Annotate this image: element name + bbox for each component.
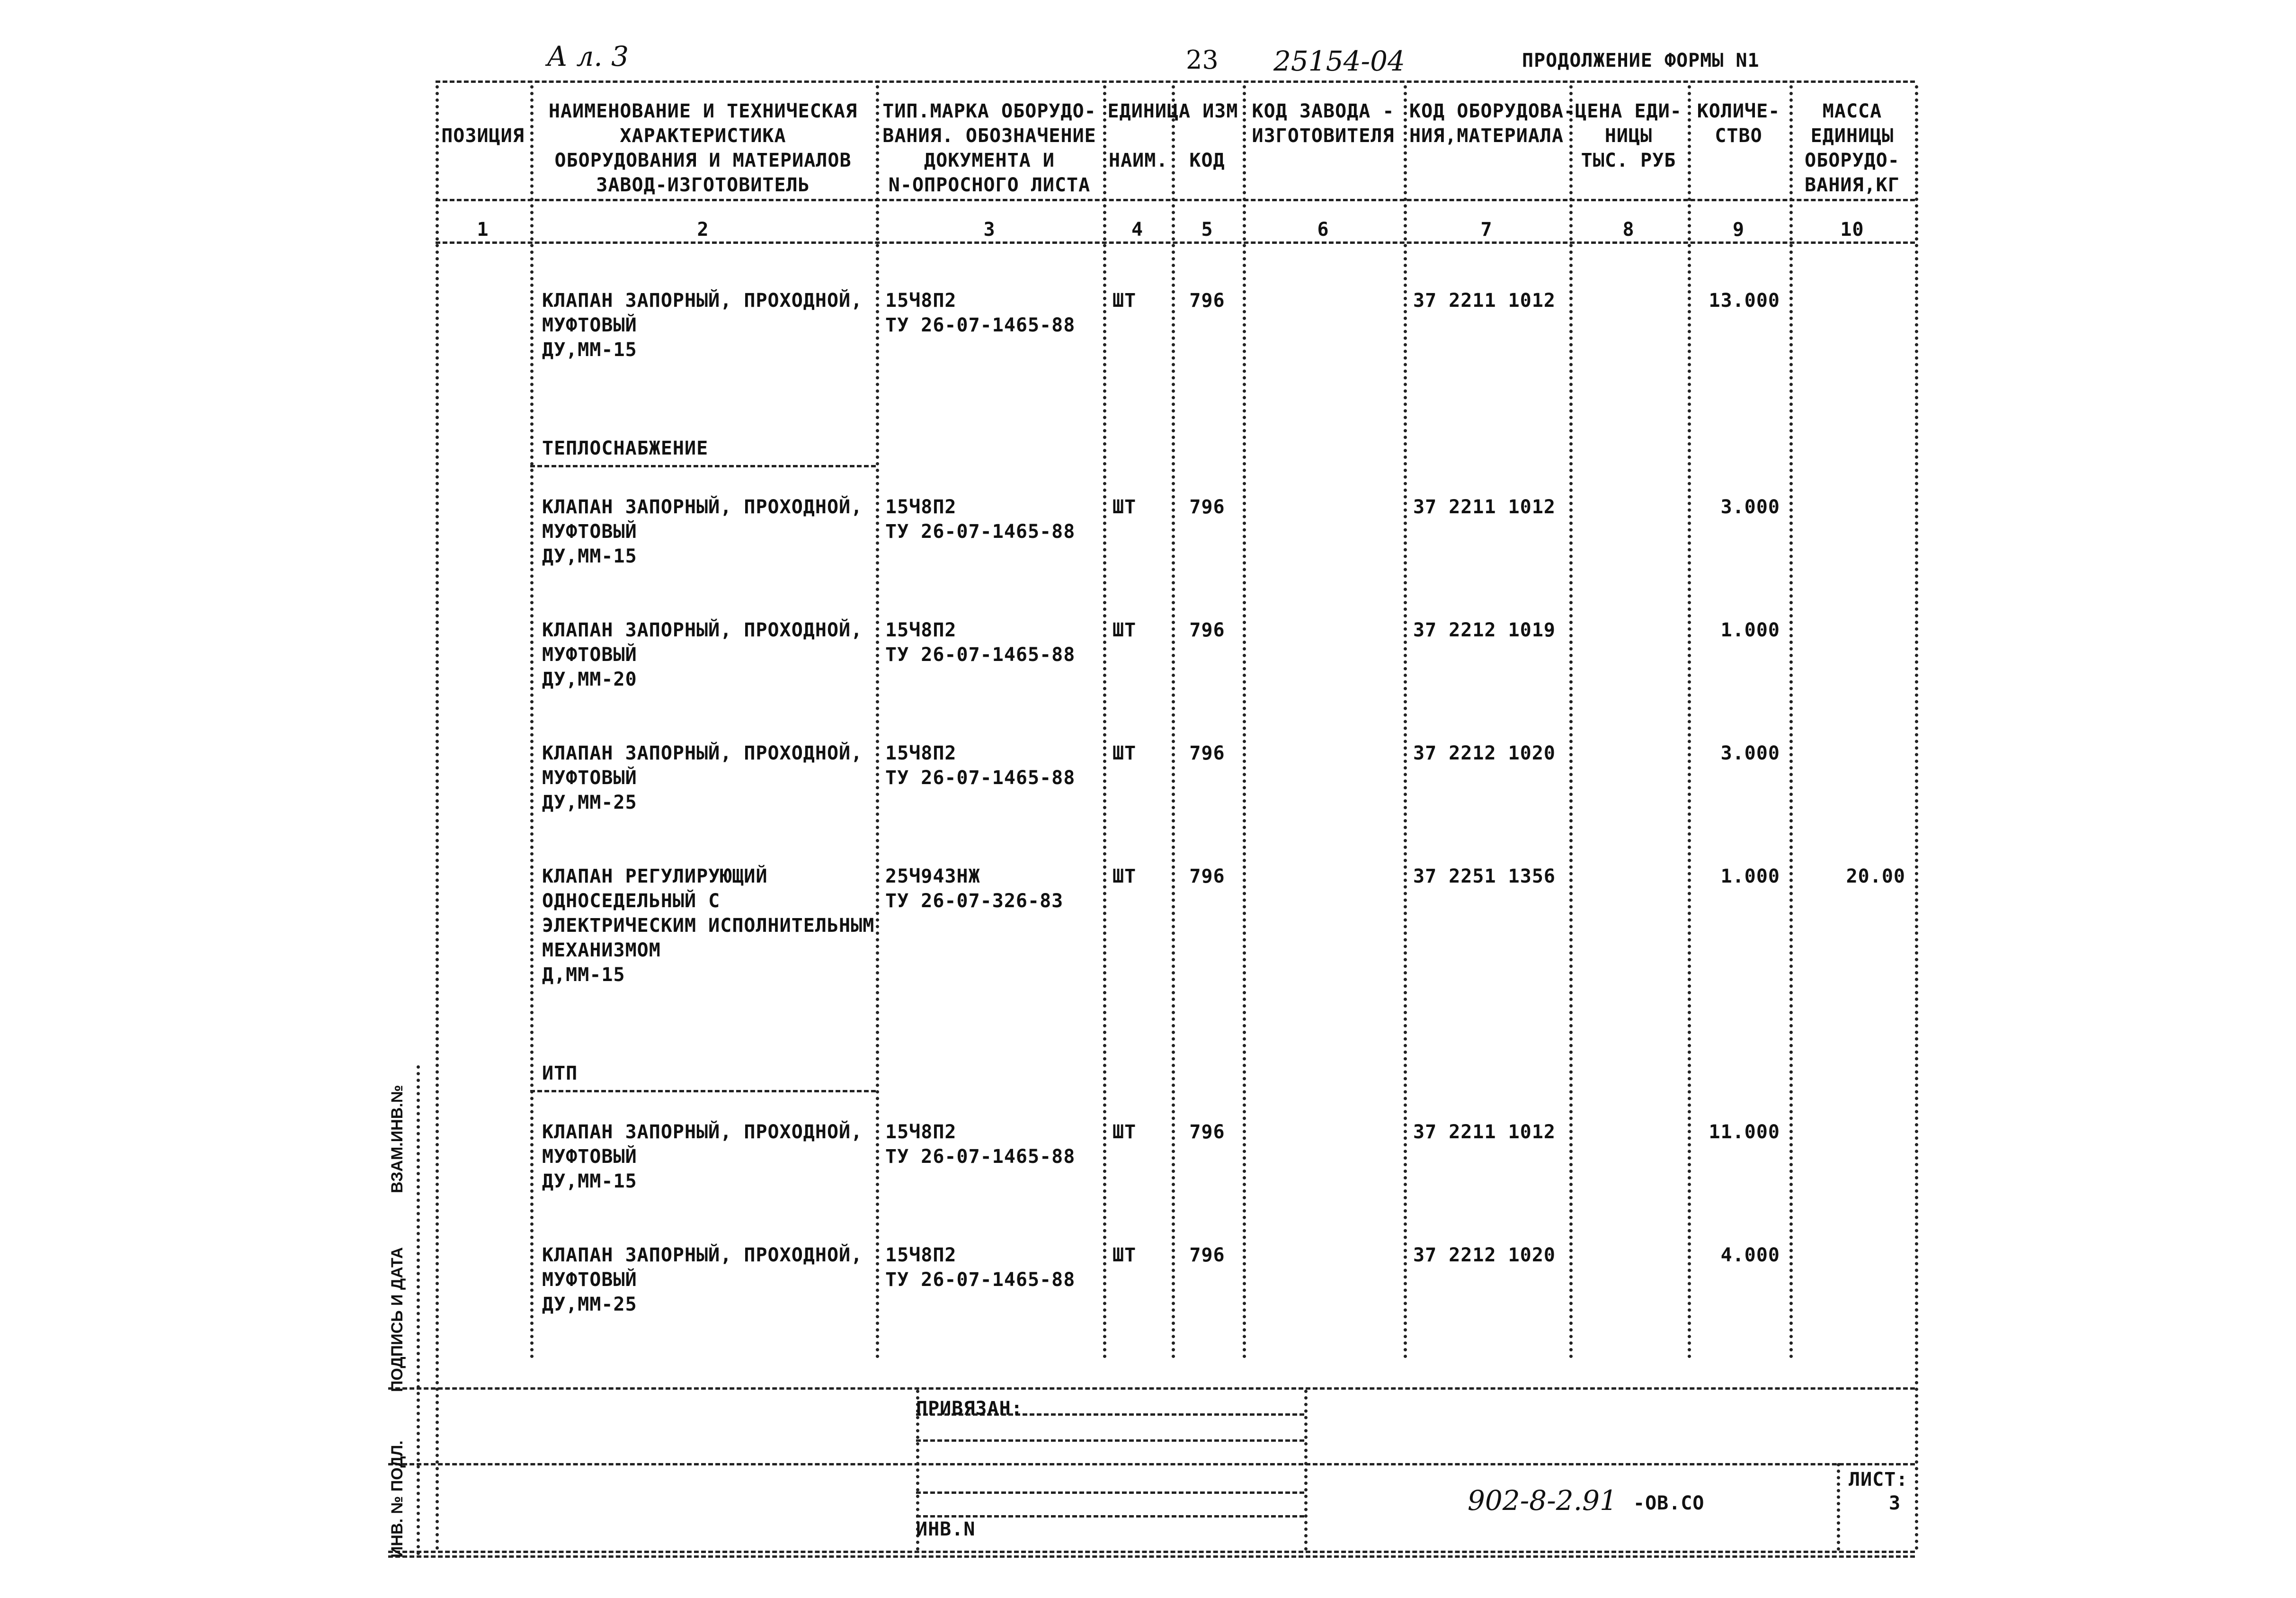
section-underline bbox=[530, 465, 876, 467]
item-name-line: МУФТОВЫЙ bbox=[542, 767, 637, 789]
item-unit-code: 796 bbox=[1189, 742, 1225, 764]
item-equipment-code: 37 2211 1012 bbox=[1413, 290, 1556, 312]
item-name-line: ДУ,ММ-15 bbox=[542, 545, 637, 567]
column-separator-7 bbox=[1569, 85, 1573, 1359]
item-name-line: МУФТОВЫЙ bbox=[542, 644, 637, 666]
item-type-line: 15Ч8П2 bbox=[885, 742, 957, 764]
column-separator-5 bbox=[1243, 85, 1246, 1359]
item-name-line: Д,ММ-15 bbox=[542, 964, 625, 986]
header-col-10-line: МАССА bbox=[1822, 100, 1882, 122]
item-equipment-code: 37 2212 1019 bbox=[1413, 619, 1556, 641]
header-col-6-line: КОД ЗАВОДА - bbox=[1252, 100, 1395, 122]
section-heading: ТЕПЛОСНАБЖЕНИЕ bbox=[542, 437, 709, 459]
header-col-2-line: ХАРАКТЕРИСТИКА bbox=[620, 125, 786, 147]
column-separator-4 bbox=[1172, 85, 1175, 1359]
column-separator-8 bbox=[1688, 85, 1691, 1359]
item-name-line: ДУ,ММ-15 bbox=[542, 1170, 637, 1192]
stamp-separator-mid bbox=[1304, 1390, 1308, 1551]
item-unit: ШТ bbox=[1112, 290, 1137, 312]
form-title: ПРОДОЛЖЕНИЕ ФОРМЫ N1 bbox=[1522, 50, 1760, 71]
header-col-9-line: СТВО bbox=[1715, 125, 1762, 147]
item-name-line: ДУ,ММ-25 bbox=[542, 1294, 637, 1315]
header-col-2-line: ОБОРУДОВАНИЯ И МАТЕРИАЛОВ bbox=[554, 150, 852, 171]
item-name-line: ДУ,ММ-20 bbox=[542, 669, 637, 690]
header-col-7-line: НИЯ,МАТЕРИАЛА bbox=[1409, 125, 1564, 147]
table-rule-3 bbox=[388, 1387, 1915, 1390]
header-col-1-line: ПОЗИЦИЯ bbox=[441, 125, 525, 147]
table-rule-1 bbox=[436, 199, 1915, 201]
item-quantity: 13.000 bbox=[1709, 290, 1780, 312]
header-col-9-line: КОЛИЧЕ- bbox=[1697, 100, 1780, 122]
item-type-line: ТУ 26-07-1465-88 bbox=[885, 644, 1076, 666]
item-unit-code: 796 bbox=[1189, 496, 1225, 518]
item-name-line: КЛАПАН ЗАПОРНЫЙ, ПРОХОДНОЙ, bbox=[542, 1244, 863, 1266]
item-unit: ШТ bbox=[1112, 496, 1137, 518]
item-name-line: МУФТОВЫЙ bbox=[542, 1269, 637, 1291]
item-name-line: КЛАПАН ЗАПОРНЫЙ, ПРОХОДНОЙ, bbox=[542, 496, 863, 518]
sheet-mark: А л. 3 bbox=[547, 40, 629, 72]
column-separator-9 bbox=[1789, 85, 1793, 1359]
item-equipment-code: 37 2212 1020 bbox=[1413, 742, 1556, 764]
item-name-line: ДУ,ММ-25 bbox=[542, 792, 637, 813]
column-number: 4 bbox=[1131, 219, 1144, 241]
column-number: 3 bbox=[983, 219, 996, 241]
section-underline bbox=[530, 1090, 876, 1092]
page-number: 23 bbox=[1186, 45, 1219, 75]
item-unit: ШТ bbox=[1112, 619, 1137, 641]
header-col-8-line: ТЫС. РУБ bbox=[1581, 150, 1676, 171]
header-col-3-line: ДОКУМЕНТА И bbox=[924, 150, 1055, 171]
item-quantity: 4.000 bbox=[1720, 1244, 1780, 1266]
item-type-line: 25Ч943НЖ bbox=[885, 866, 980, 887]
column-number: 5 bbox=[1201, 219, 1213, 241]
item-name-line: КЛАПАН ЗАПОРНЫЙ, ПРОХОДНОЙ, bbox=[542, 290, 863, 312]
item-equipment-code: 37 2212 1020 bbox=[1413, 1244, 1556, 1266]
item-type-line: ТУ 26-07-1465-88 bbox=[885, 314, 1076, 336]
column-number: 7 bbox=[1480, 219, 1493, 241]
item-name-line: КЛАПАН ЗАПОРНЫЙ, ПРОХОДНОЙ, bbox=[542, 619, 863, 641]
item-unit: ШТ bbox=[1112, 1121, 1137, 1143]
item-unit: ШТ bbox=[1112, 866, 1137, 887]
item-quantity: 1.000 bbox=[1720, 866, 1780, 887]
item-type-line: 15Ч8П2 bbox=[885, 290, 957, 312]
item-mass: 20.00 bbox=[1846, 866, 1905, 887]
item-quantity: 1.000 bbox=[1720, 619, 1780, 641]
item-quantity: 11.000 bbox=[1709, 1121, 1780, 1143]
item-name-line: ДУ,ММ-15 bbox=[542, 339, 637, 361]
item-name-line: ЭЛЕКТРИЧЕСКИМ ИСПОЛНИТЕЛЬНЫМ bbox=[542, 915, 875, 937]
item-type-line: 15Ч8П2 bbox=[885, 1121, 957, 1143]
column-separator-10 bbox=[1915, 85, 1918, 1551]
item-type-line: ТУ 26-07-1465-88 bbox=[885, 521, 1076, 543]
item-type-line: ТУ 26-07-326-83 bbox=[885, 890, 1064, 912]
bound-label: ПРИВЯЗАН: bbox=[916, 1398, 1023, 1419]
header-col-3-line: ТИП.МАРКА ОБОРУДО- bbox=[882, 100, 1096, 122]
stamp-rule-3 bbox=[916, 1515, 1304, 1518]
header-unit-group: ЕДИНИЦА ИЗМ bbox=[1107, 100, 1238, 122]
header-col-3-line: ВАНИЯ. ОБОЗНАЧЕНИЕ bbox=[882, 125, 1096, 147]
section-heading: ИТП bbox=[542, 1062, 578, 1084]
column-number: 1 bbox=[477, 219, 489, 241]
header-col-10-line: ОБОРУДО- bbox=[1805, 150, 1900, 171]
doc-code-suffix: -ОВ.СО bbox=[1633, 1492, 1705, 1514]
item-unit-code: 796 bbox=[1189, 619, 1225, 641]
side-label-signature: ПОДПИСЬ И ДАТА bbox=[388, 1247, 406, 1392]
header-col-10-line: ВАНИЯ,КГ bbox=[1805, 174, 1900, 196]
sheet-number: 3 bbox=[1889, 1492, 1901, 1514]
item-type-line: ТУ 26-07-1465-88 bbox=[885, 1269, 1076, 1291]
item-unit-code: 796 bbox=[1189, 1121, 1225, 1143]
column-separator-1 bbox=[530, 85, 534, 1359]
item-name-line: ОДНОСЕДЕЛЬНЫЙ С bbox=[542, 890, 721, 912]
stamp-rule-1 bbox=[916, 1439, 1304, 1442]
header-col-8-line: НИЦЫ bbox=[1604, 125, 1653, 147]
stamp-bottom-rule bbox=[388, 1555, 1915, 1558]
item-unit: ШТ bbox=[1112, 1244, 1137, 1266]
header-col-6-line: ИЗГОТОВИТЕЛЯ bbox=[1252, 125, 1395, 147]
side-label-inv: ИНВ. № ПОДЛ. bbox=[388, 1440, 406, 1558]
item-name-line: КЛАПАН РЕГУЛИРУЮЩИЙ bbox=[542, 866, 768, 887]
table-rule-0 bbox=[436, 80, 1915, 83]
item-unit-code: 796 bbox=[1189, 290, 1225, 312]
column-number: 6 bbox=[1317, 219, 1329, 241]
item-quantity: 3.000 bbox=[1720, 496, 1780, 518]
header-col-10-line: ЕДИНИЦЫ bbox=[1810, 125, 1894, 147]
column-number: 2 bbox=[697, 219, 709, 241]
item-name-line: МУФТОВЫЙ bbox=[542, 1146, 637, 1168]
header-col-2-line: ЗАВОД-ИЗГОТОВИТЕЛЬ bbox=[596, 174, 810, 196]
column-number: 10 bbox=[1840, 219, 1864, 241]
item-type-line: 15Ч8П2 bbox=[885, 1244, 957, 1266]
header-col-5-line: КОД bbox=[1189, 150, 1225, 171]
column-separator-2 bbox=[876, 85, 879, 1359]
item-unit-code: 796 bbox=[1189, 1244, 1225, 1266]
inv-label: ИНВ.N bbox=[916, 1518, 976, 1540]
item-name-line: КЛАПАН ЗАПОРНЫЙ, ПРОХОДНОЙ, bbox=[542, 1121, 863, 1143]
item-unit: ШТ bbox=[1112, 742, 1137, 764]
item-equipment-code: 37 2211 1012 bbox=[1413, 496, 1556, 518]
header-col-2-line: НАИМЕНОВАНИЕ И ТЕХНИЧЕСКАЯ bbox=[548, 100, 858, 122]
item-type-line: ТУ 26-07-1465-88 bbox=[885, 1146, 1076, 1168]
table-rule-2 bbox=[436, 241, 1915, 244]
item-name-line: КЛАПАН ЗАПОРНЫЙ, ПРОХОДНОЙ, bbox=[542, 742, 863, 764]
doc-code-handwritten: 902-8-2.91 bbox=[1468, 1484, 1617, 1517]
column-number: 8 bbox=[1622, 219, 1635, 241]
item-equipment-code: 37 2251 1356 bbox=[1413, 866, 1556, 887]
sheet-label: ЛИСТ: bbox=[1849, 1469, 1908, 1491]
item-quantity: 3.000 bbox=[1720, 742, 1780, 764]
side-label-replace: ВЗАМ.ИНВ.№ bbox=[388, 1085, 406, 1193]
side-stamp-separator bbox=[417, 1065, 420, 1555]
stamp-separator-right bbox=[1837, 1463, 1840, 1551]
table-rule-4 bbox=[388, 1463, 1915, 1465]
item-type-line: ТУ 26-07-1465-88 bbox=[885, 767, 1076, 789]
header-col-7-line: КОД ОБОРУДОВА- bbox=[1409, 100, 1576, 122]
item-unit-code: 796 bbox=[1189, 866, 1225, 887]
column-separator-3 bbox=[1103, 85, 1106, 1359]
item-type-line: 15Ч8П2 bbox=[885, 619, 957, 641]
handwritten-code: 25154-04 bbox=[1273, 45, 1405, 77]
header-col-4-line: НАИМ. bbox=[1109, 150, 1168, 171]
column-separator-0 bbox=[436, 85, 439, 1551]
item-name-line: МУФТОВЫЙ bbox=[542, 521, 637, 543]
header-col-8-line: ЦЕНА ЕДИ- bbox=[1575, 100, 1682, 122]
column-separator-6 bbox=[1404, 85, 1407, 1359]
header-col-3-line: N-ОПРОСНОГО ЛИСТА bbox=[888, 174, 1091, 196]
column-number: 9 bbox=[1732, 219, 1745, 241]
item-type-line: 15Ч8П2 bbox=[885, 496, 957, 518]
stamp-rule-2 bbox=[916, 1491, 1304, 1494]
item-equipment-code: 37 2211 1012 bbox=[1413, 1121, 1556, 1143]
item-name-line: МУФТОВЫЙ bbox=[542, 314, 637, 336]
table-rule-5 bbox=[388, 1551, 1915, 1553]
item-name-line: МЕХАНИЗМОМ bbox=[542, 939, 661, 961]
